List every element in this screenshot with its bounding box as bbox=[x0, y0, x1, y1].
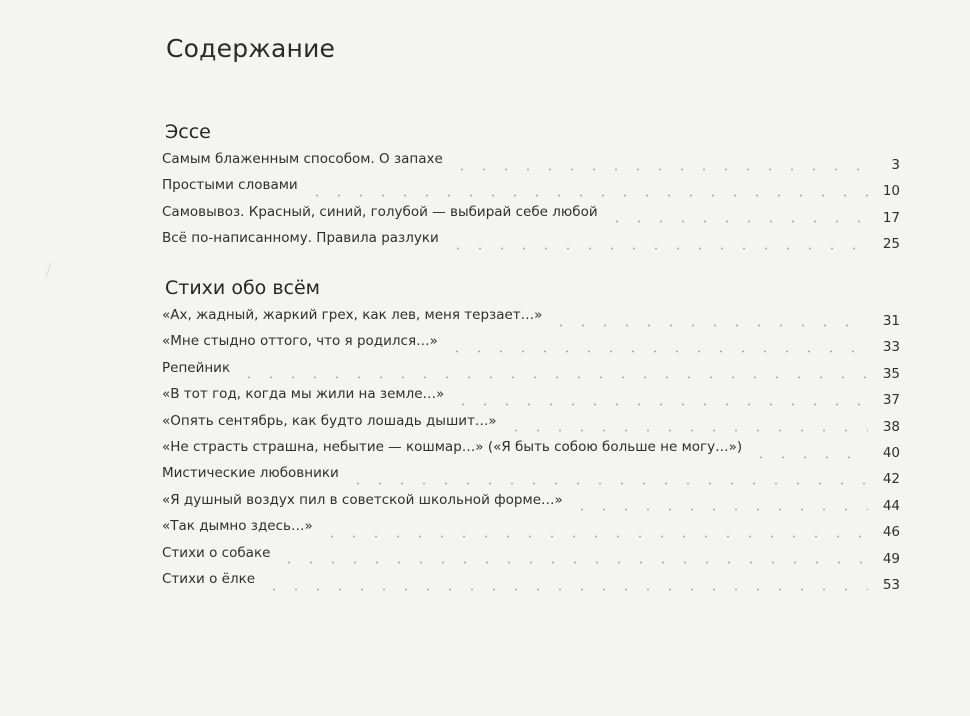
toc-entry[interactable] bbox=[162, 571, 900, 597]
toc-section-poems bbox=[162, 274, 900, 597]
dot-leader bbox=[321, 535, 868, 538]
dot-leader bbox=[446, 350, 868, 353]
section-heading: Эссе bbox=[165, 121, 211, 143]
toc-entry-title: Стихи о ёлке bbox=[162, 570, 256, 587]
toc-entry[interactable] bbox=[162, 333, 900, 359]
toc-entry-title: Стихи о собаке bbox=[162, 544, 271, 561]
toc-page-number: 37 bbox=[882, 392, 900, 409]
toc-entry[interactable] bbox=[162, 492, 900, 518]
toc-page-number: 40 bbox=[882, 444, 900, 461]
toc-entry-title: Самым блаженным способом. О запахе bbox=[162, 151, 443, 167]
toc-entry-title: «Так дымно здесь…» bbox=[162, 518, 313, 535]
dot-leader bbox=[447, 247, 868, 250]
toc-entry-title: Всё по-написанному. Правила разлуки bbox=[162, 230, 439, 247]
toc-entry-title: Мистические любовники bbox=[162, 465, 339, 482]
toc-entry[interactable] bbox=[162, 386, 900, 412]
toc-page-number: 3 bbox=[891, 157, 900, 173]
toc-page-number: 38 bbox=[882, 418, 900, 435]
toc-page-number: 25 bbox=[882, 236, 900, 253]
toc-entry[interactable] bbox=[162, 307, 900, 333]
toc-list bbox=[162, 307, 900, 597]
toc-page-number: 31 bbox=[882, 313, 900, 329]
paper-speck bbox=[45, 262, 51, 277]
toc-entry-title: «Не страсть страшна, небытие — кошмар…» («Я быть собою больше не могу…») bbox=[162, 438, 743, 455]
toc-entry[interactable] bbox=[162, 177, 900, 203]
dot-leader bbox=[750, 456, 868, 459]
toc-entry-title: «Я душный воздух пил в советской школьной форме…» bbox=[162, 491, 563, 508]
dot-leader bbox=[263, 588, 868, 591]
toc-entry[interactable] bbox=[162, 439, 900, 465]
toc-entry-title: «Мне стыдно оттого, что я родился…» bbox=[162, 333, 438, 350]
toc-entry[interactable] bbox=[162, 518, 900, 544]
toc-page-number: 35 bbox=[882, 365, 900, 382]
section-heading: Стихи обо всём bbox=[165, 277, 320, 299]
dot-leader bbox=[347, 482, 868, 485]
toc-entry-title: «Опять сентябрь, как будто лошадь дышит…» bbox=[162, 412, 497, 429]
toc-list bbox=[162, 151, 900, 257]
toc-page-number: 53 bbox=[882, 576, 900, 593]
toc-entry[interactable] bbox=[162, 360, 900, 386]
toc-page-number: 49 bbox=[882, 550, 900, 567]
dot-leader bbox=[278, 561, 868, 564]
toc-page-number: 42 bbox=[882, 471, 900, 488]
dot-leader bbox=[451, 168, 868, 171]
dot-leader bbox=[505, 429, 868, 432]
dot-leader bbox=[306, 194, 868, 197]
toc-entry-title: Репейник bbox=[162, 359, 231, 376]
toc-entry[interactable] bbox=[162, 204, 900, 230]
dot-leader bbox=[606, 220, 868, 223]
page-title: Содержание bbox=[166, 34, 336, 63]
toc-entry-title: «В тот год, когда мы жили на земле…» bbox=[162, 386, 445, 403]
toc-page-number: 44 bbox=[882, 497, 900, 514]
toc-entry[interactable] bbox=[162, 230, 900, 256]
toc-entry[interactable] bbox=[162, 545, 900, 571]
dot-leader bbox=[452, 403, 868, 406]
toc-entry-title: «Ах, жадный, жаркий грех, как лев, меня терзает…» bbox=[162, 307, 543, 323]
toc-entry[interactable] bbox=[162, 413, 900, 439]
toc-section-essays bbox=[162, 118, 900, 257]
toc-page-number: 46 bbox=[882, 524, 900, 541]
toc-entry-title: Простыми словами bbox=[162, 177, 298, 194]
dot-leader bbox=[571, 508, 868, 511]
toc-entry[interactable] bbox=[162, 465, 900, 491]
dot-leader bbox=[238, 376, 868, 379]
dot-leader bbox=[550, 324, 868, 327]
toc-page-number: 33 bbox=[882, 339, 900, 356]
toc-page-number: 17 bbox=[882, 209, 900, 226]
toc-entry[interactable] bbox=[162, 151, 900, 177]
toc-page-number: 10 bbox=[882, 183, 900, 200]
toc-entry-title: Самовывоз. Красный, синий, голубой — выбирай себе любой bbox=[162, 203, 598, 220]
